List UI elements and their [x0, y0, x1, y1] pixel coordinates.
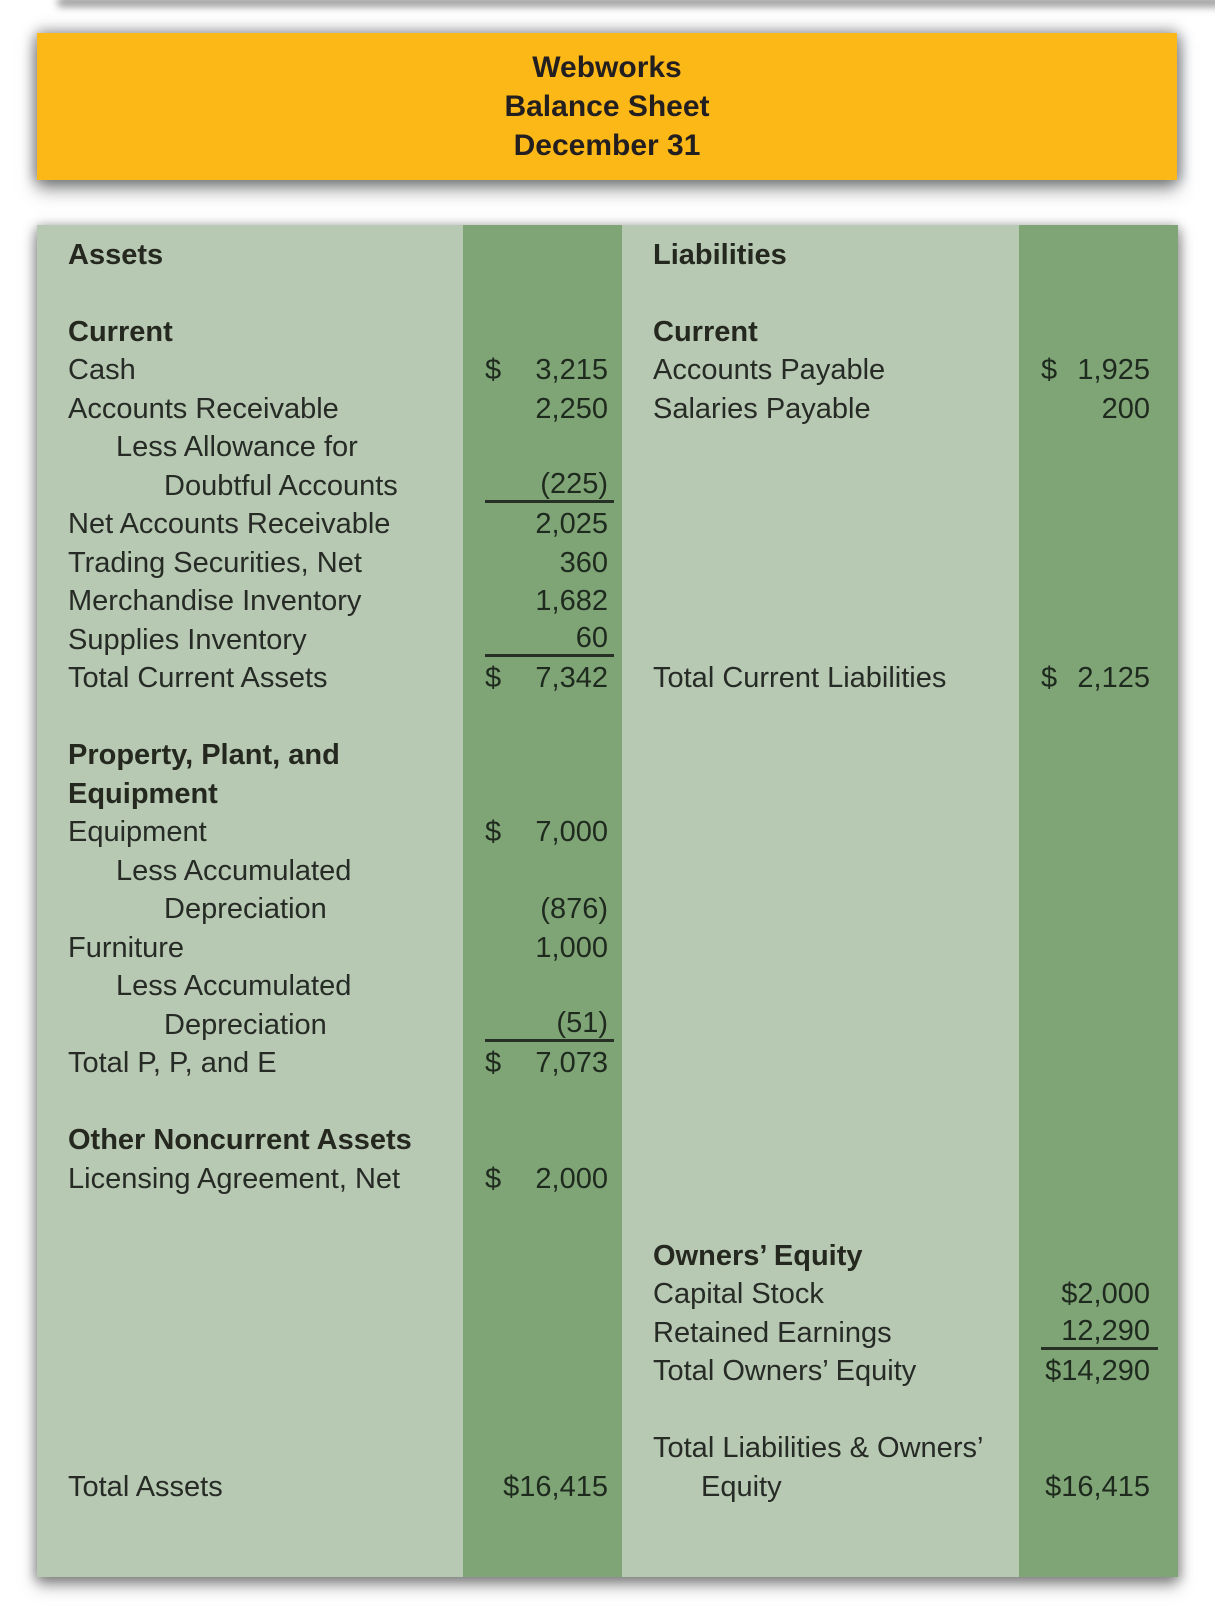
table-row: [37, 1122, 622, 1161]
table-row: [622, 1430, 1178, 1469]
row-amount: 1,682: [535, 585, 608, 618]
table-row: [622, 236, 1178, 275]
row-value-cell: [1041, 1278, 1158, 1311]
row-amount: (51): [556, 1007, 608, 1040]
row-value-cell: [1041, 1317, 1158, 1350]
table-row: [37, 814, 622, 853]
table-row: [622, 1353, 1178, 1392]
spacer-row: [37, 1083, 622, 1122]
row-label: Equity: [701, 1470, 782, 1503]
row-value-cell: [485, 893, 614, 926]
row-value-cell: [485, 932, 614, 965]
row-amount: $14,290: [1045, 1355, 1150, 1388]
report-company: Webworks: [532, 51, 682, 84]
spacer-row: [622, 275, 1178, 314]
dollar-sign: $: [485, 354, 502, 387]
table-row: [37, 313, 622, 352]
row-value-cell: [485, 778, 614, 811]
row-label: Salaries Payable: [653, 392, 871, 425]
table-row: [622, 1276, 1178, 1315]
row-value-cell: [485, 1047, 614, 1080]
row-label: Net Accounts Receivable: [68, 508, 391, 541]
row-label: Licensing Agreement, Net: [68, 1162, 401, 1195]
table-row: [37, 852, 622, 891]
assets-section: [37, 225, 622, 1507]
table-row: [622, 352, 1178, 391]
report-date: December 31: [513, 129, 701, 162]
row-value-cell: [485, 855, 614, 888]
row-label: Less Accumulated: [116, 970, 352, 1003]
row-label: Less Accumulated: [116, 854, 352, 887]
row-value-cell: [485, 624, 614, 657]
row-value-cell: [485, 239, 614, 272]
row-value-cell: [485, 470, 614, 503]
table-row: [37, 1045, 622, 1084]
report-title: Balance Sheet: [504, 90, 710, 123]
row-value-cell: [485, 816, 614, 849]
row-label: Depreciation: [164, 893, 327, 926]
spacer-row: [37, 698, 622, 737]
row-label: Capital Stock: [653, 1278, 824, 1311]
table-row: [622, 1314, 1178, 1353]
row-label: Merchandise Inventory: [68, 585, 362, 618]
row-amount: 12,290: [1061, 1315, 1150, 1348]
row-label: Total Current Assets: [68, 662, 328, 695]
row-value-cell: [485, 970, 614, 1003]
row-amount: 1,000: [535, 931, 608, 964]
row-amount: $2,000: [1061, 1278, 1150, 1311]
row-value-cell: [485, 1124, 614, 1157]
row-value-cell: [485, 393, 614, 426]
row-label: Retained Earnings: [653, 1316, 892, 1349]
table-row: [37, 891, 622, 930]
row-amount: 2,025: [535, 508, 608, 541]
row-label: Current: [68, 315, 173, 348]
scan-shadow-artifact: [58, 0, 1215, 7]
table-row: [622, 1468, 1178, 1507]
row-amount: 2,250: [535, 392, 608, 425]
row-amount: 7,342: [535, 662, 608, 695]
table-row: [37, 968, 622, 1007]
row-label: Less Allowance for: [116, 431, 358, 464]
row-value-cell: [1041, 1240, 1158, 1273]
dollar-sign: $: [485, 816, 502, 849]
row-label: Equipment: [68, 777, 218, 810]
dollar-sign: $: [1041, 354, 1058, 387]
row-value-cell: [485, 1009, 614, 1042]
row-amount: 7,073: [535, 1047, 608, 1080]
table-row: [37, 660, 622, 699]
table-row: [37, 737, 622, 776]
table-row: [37, 506, 622, 545]
spacer-row: [622, 429, 1178, 660]
row-value-cell: [1041, 1432, 1158, 1465]
row-amount: (876): [540, 893, 608, 926]
row-label: Trading Securities, Net: [68, 546, 362, 579]
row-label: Total Assets: [68, 1470, 223, 1503]
row-amount: 60: [575, 622, 608, 655]
table-row: [37, 775, 622, 814]
row-amount: 200: [1101, 392, 1150, 425]
row-label: Owners’ Equity: [653, 1239, 863, 1272]
row-value-cell: [485, 431, 614, 464]
spacer-row: [622, 698, 1178, 1237]
row-value-cell: [1041, 239, 1158, 272]
spacer-row: [37, 275, 622, 314]
table-row: [622, 313, 1178, 352]
row-value-cell: [1041, 393, 1158, 426]
dollar-sign: $: [485, 1162, 502, 1195]
row-label: Liabilities: [653, 238, 787, 271]
table-row: [37, 236, 622, 275]
row-value-cell: [485, 739, 614, 772]
dollar-sign: $: [1041, 662, 1058, 695]
row-label: Depreciation: [164, 1008, 327, 1041]
balance-sheet-table: [37, 225, 1178, 1577]
table-row: [37, 352, 622, 391]
row-amount: 3,215: [535, 354, 608, 387]
table-row: [37, 429, 622, 468]
row-label: Total Owners’ Equity: [653, 1355, 917, 1388]
row-amount: $16,415: [503, 1470, 608, 1503]
row-amount: 2,000: [535, 1162, 608, 1195]
row-value-cell: [1041, 662, 1158, 695]
row-label: Equipment: [68, 816, 207, 849]
title-banner: [37, 33, 1177, 180]
row-label: Doubtful Accounts: [164, 469, 398, 502]
row-value-cell: [485, 662, 614, 695]
spacer-row: [622, 1391, 1178, 1430]
row-value-cell: [485, 547, 614, 580]
row-value-cell: [1041, 354, 1158, 387]
table-row: [37, 1468, 622, 1507]
dollar-sign: $: [485, 662, 502, 695]
table-row: [37, 621, 622, 660]
row-label: Total Current Liabilities: [653, 662, 947, 695]
row-label: Total P, P, and E: [68, 1047, 277, 1080]
table-row: [622, 660, 1178, 699]
dollar-sign: $: [485, 1047, 502, 1080]
row-label: Property, Plant, and: [68, 739, 340, 772]
table-row: [37, 1006, 622, 1045]
table-row: [37, 929, 622, 968]
table-row: [37, 583, 622, 622]
row-value-cell: [1041, 316, 1158, 349]
row-label: Cash: [68, 354, 136, 387]
row-label: Other Noncurrent Assets: [68, 1124, 412, 1157]
row-label: Total Liabilities & Owners’: [653, 1432, 984, 1465]
table-row: [37, 1160, 622, 1199]
row-amount: 7,000: [535, 816, 608, 849]
row-value-cell: [485, 354, 614, 387]
table-row: [37, 467, 622, 506]
row-label: Assets: [68, 238, 164, 271]
row-value-cell: [485, 508, 614, 541]
row-value-cell: [485, 1471, 614, 1504]
table-row: [37, 544, 622, 583]
row-label: Furniture: [68, 931, 185, 964]
row-amount: $16,415: [1045, 1470, 1150, 1503]
row-label: Accounts Payable: [653, 354, 886, 387]
row-value-cell: [485, 585, 614, 618]
row-label: Accounts Receivable: [68, 392, 339, 425]
row-value-cell: [485, 316, 614, 349]
row-value-cell: [1041, 1471, 1158, 1504]
row-value-cell: [485, 1163, 614, 1196]
row-value-cell: [1041, 1355, 1158, 1388]
table-row: [37, 390, 622, 429]
row-amount: (225): [540, 468, 608, 501]
row-label: Current: [653, 315, 758, 348]
spacer-row: [37, 1199, 622, 1469]
row-amount: 2,125: [1077, 662, 1150, 695]
liabilities-equity-section: [622, 225, 1178, 1507]
table-row: [622, 1237, 1178, 1276]
row-label: Supplies Inventory: [68, 623, 307, 656]
row-amount: 360: [559, 546, 608, 579]
row-amount: 1,925: [1077, 354, 1150, 387]
table-row: [622, 390, 1178, 429]
